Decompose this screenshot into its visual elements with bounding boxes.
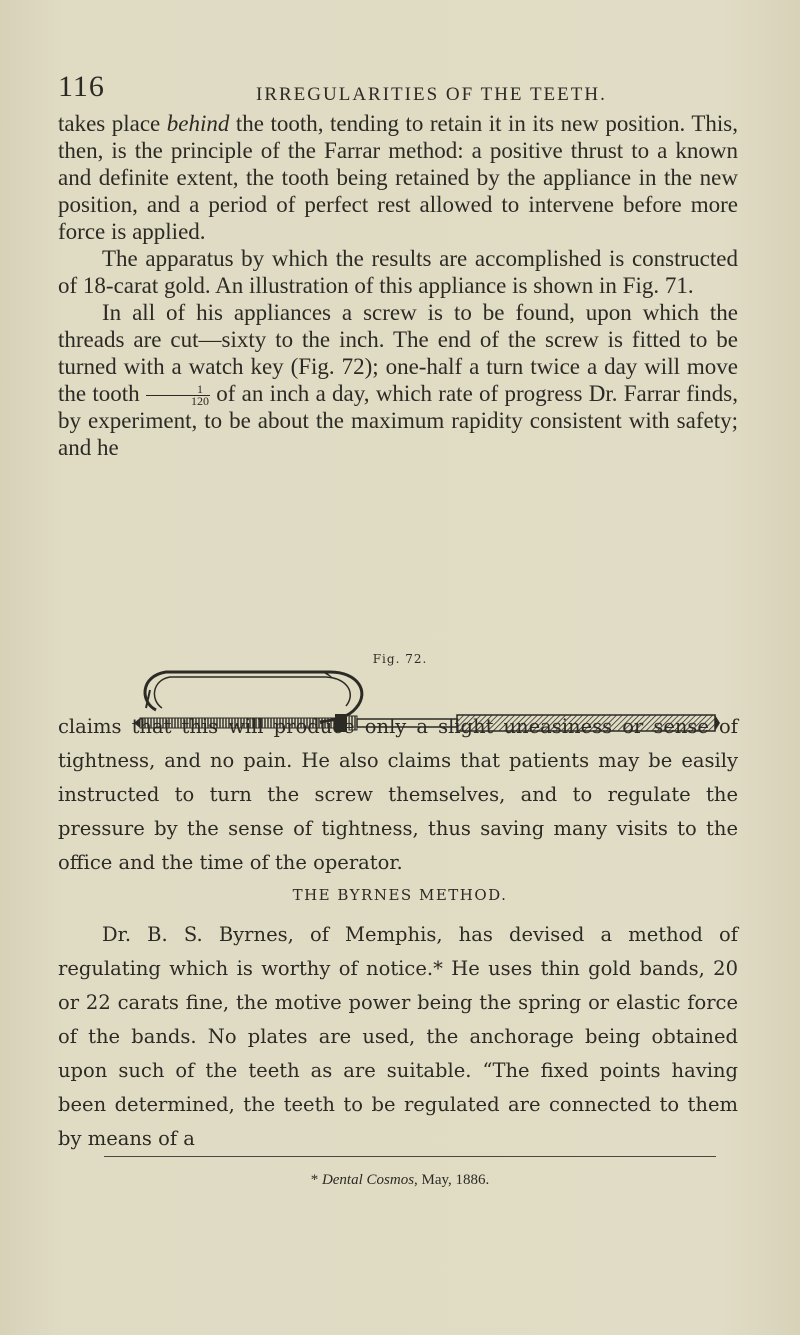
paragraph-apparatus: The apparatus by which the results are accomplished is constructed of 18-carat gold. An illustration of this appliance is shown in Fig. 71. — [58, 246, 738, 298]
paragraph-farrar-principle: takes place behind the tooth, tending to retain it in its new position. This, then, is the principle of the Farrar method: a positive thrust to a known and definite extent, the tooth being retained by the appliance in the new position, and a period of perfect rest allowed to intervene before more force is applied. — [58, 111, 738, 244]
footnote: * Dental Cosmos, May, 1886. — [310, 1172, 490, 1188]
running-title: IRREGULARITIES OF THE TEETH. — [256, 84, 607, 105]
footnote-rule — [104, 1156, 716, 1157]
footnote-source: Dental Cosmos — [321, 1172, 415, 1188]
text-block-top — [58, 110, 738, 461]
fraction: $\frac{1}{120}$ — [146, 384, 210, 407]
running-head — [58, 70, 738, 110]
paragraph-claims: claims that this will produce only a slight uneasiness or sense of tightness, and no pain. He also claims that patients may be easily instructed to turn the screw themselves, and to regulate the pressure by the sense of tightness, thus saving many visits to the office and the time of the operator. — [58, 715, 738, 874]
figure-caption: Fig. 72. — [372, 652, 428, 666]
text-block-bottom — [58, 918, 738, 1156]
emphasis-behind: behind — [166, 111, 230, 136]
text-block-middle — [58, 710, 738, 880]
paragraph-byrnes: Dr. B. S. Byrnes, of Memphis, has devised a method of regulating which is worthy of notice.* He uses thin gold bands, 20 or 22 carats fine, the motive power being the spring or elastic force of the bands. No plates are used, the anchorage being obtained upon such of the teeth as are suitable. “The fixed points having been determined, the teeth to be regulated are connected to them by means of a — [58, 923, 738, 1150]
section-heading: THE BYRNES METHOD. — [292, 886, 508, 904]
paragraph-screw: In all of his appliances a screw is to be found, upon which the threads are cut—sixty to the inch. The end of the screw is fitted to be turned with a watch key (Fig. 72); one-half a turn twice a day will move the tooth $\frac{1}{120}$ of an inch a day, which rate of progress Dr. Farrar finds, by experiment, to be about the maximum rapidity consistent with safety; and he — [58, 300, 738, 461]
page-number: 116 — [58, 70, 105, 103]
